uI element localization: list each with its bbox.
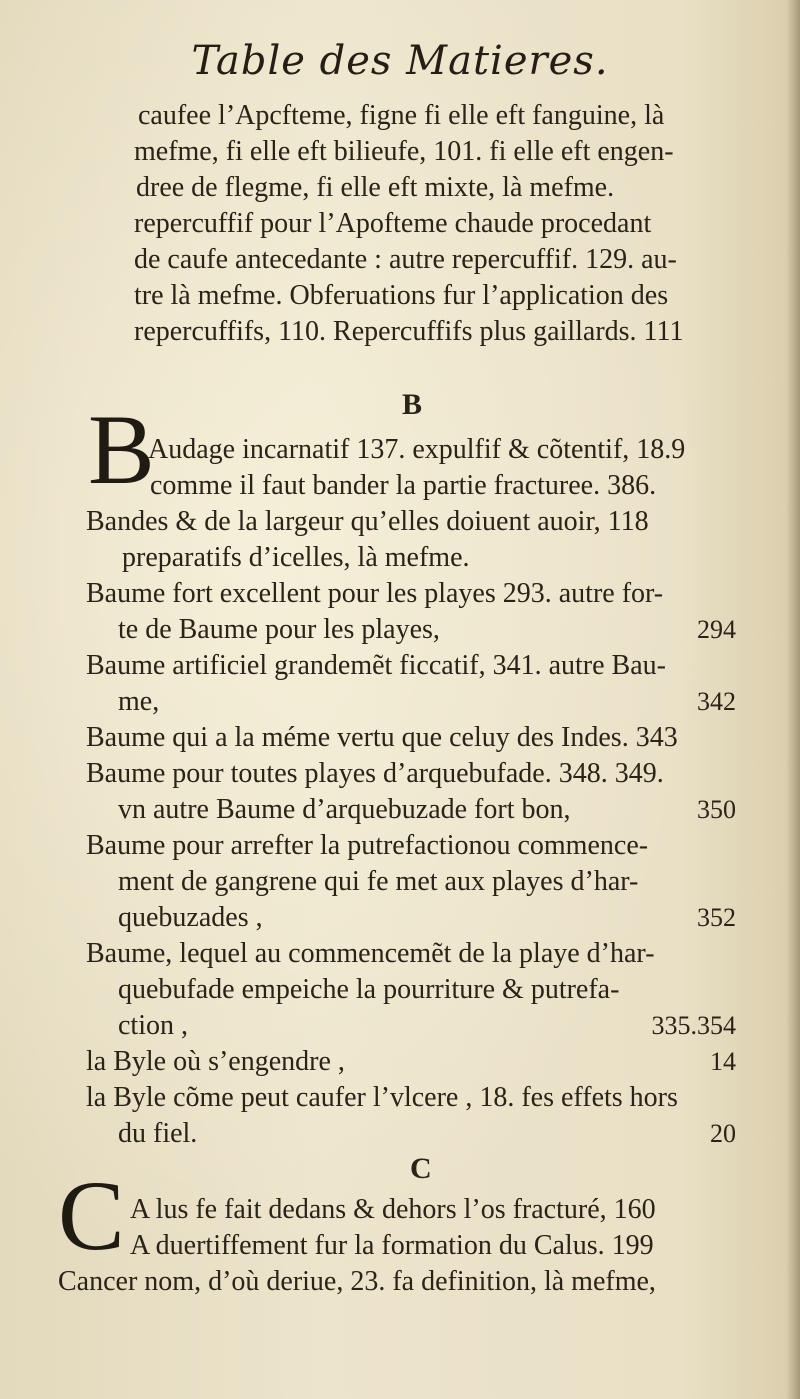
text-line: Bandes & de la largeur qu’elles doiuent auoir, 118: [86, 506, 649, 537]
section-heading-c: C: [410, 1152, 432, 1185]
text-line: preparatifs d’icelles, là mefme.: [122, 542, 470, 573]
text-line: Baume fort excellent pour les playes 293. autre for-: [86, 578, 664, 609]
text-line: quebufade empeiche la pourriture & putrefa-: [118, 974, 620, 1005]
text-line: Baume pour toutes playes d’arquebufade. 348. 349.: [86, 758, 664, 789]
text-line: vn autre Baume d’arquebuzade fort bon,: [118, 794, 571, 825]
drop-cap-c: C: [58, 1160, 125, 1271]
page-number: 294: [697, 615, 736, 644]
page-number: 350: [697, 795, 736, 824]
text-line: tre là mefme. Obferuations fur l’application des: [134, 280, 669, 311]
drop-cap-b: B: [88, 394, 155, 505]
text-line: me,: [118, 686, 160, 717]
text-line: du fiel.: [118, 1118, 198, 1149]
text-line: la Byle cõme peut caufer l’vlcere , 18. fes effets hors: [86, 1082, 678, 1113]
text-line: ction ,: [118, 1010, 188, 1041]
text-line: repercuffifs, 110. Repercuffifs plus gaillards. 111: [134, 316, 684, 347]
text-line: Audage incarnatif 137. expulfif & cõtentif, 18.9: [148, 434, 686, 465]
text-line: Baume qui a la méme vertu que celuy des Indes. 343: [86, 722, 678, 753]
text-line: comme il faut bander la partie fracturee. 386.: [150, 470, 657, 501]
text-line: la Byle où s’engendre ,: [86, 1046, 345, 1077]
text-line: dree de flegme, fi elle eft mixte, là mefme.: [136, 172, 615, 203]
text-line: quebuzades ,: [118, 902, 263, 933]
text-line: ment de gangrene qui fe met aux playes d’har-: [118, 866, 639, 897]
page-number: 352: [697, 903, 736, 932]
page-number: 342: [697, 687, 736, 716]
section-heading-b: B: [402, 388, 423, 421]
page-number: 335.354: [651, 1011, 736, 1040]
page-edge-shadow: [786, 0, 800, 1399]
text-line: caufee l’Apcfteme, figne fi elle eft fanguine, là: [138, 100, 665, 131]
text-line: A duertiffement fur la formation du Calus. 199: [130, 1230, 654, 1261]
text-line: te de Baume pour les playes,: [118, 614, 440, 645]
text-line: mefme, fi elle eft bilieufe, 101. fi elle eft engen-: [134, 136, 674, 167]
text-line: A lus fe fait dedans & dehors l’os fracturé, 160: [130, 1194, 656, 1225]
text-line: Cancer nom, d’où deriue, 23. fa definition, là mefme,: [58, 1266, 656, 1297]
text-line: Baume pour arrefter la putrefactionou commence-: [86, 830, 649, 861]
page-number: 20: [710, 1119, 736, 1148]
text-line: Baume, lequel au commencemẽt de la playe d’har-: [86, 938, 655, 969]
text-line: de caufe antecedante : autre repercuffif. 129. au-: [134, 244, 677, 275]
page-title: Table des Matieres.: [191, 38, 609, 84]
text-line: Baume artificiel grandemẽt ficcatif, 341. autre Bau-: [86, 650, 666, 681]
text-line: repercuffif pour l’Apofteme chaude procedant: [134, 208, 652, 239]
page-number: 14: [710, 1047, 736, 1076]
